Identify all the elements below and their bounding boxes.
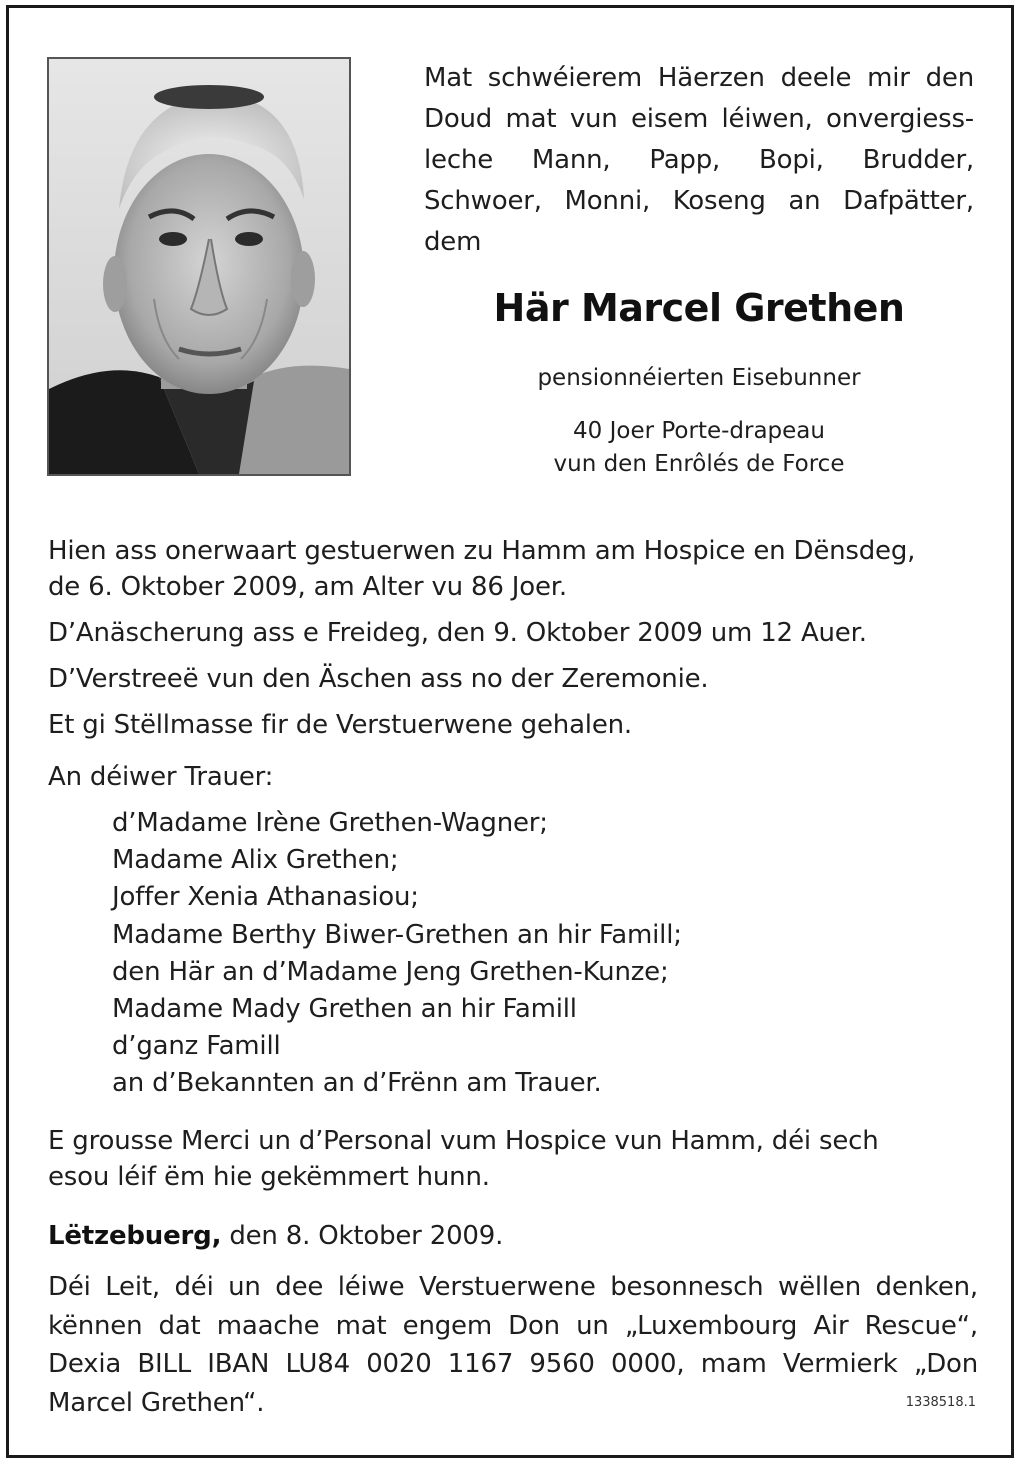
mourners-list: [112, 805, 972, 1103]
notice-date: den 8. Oktober 2009.: [221, 1221, 504, 1251]
donation-line: kënnen dat maache mat engem Don un „Luxembourg Air Rescue“,: [48, 1310, 978, 1341]
portrait-photo: [47, 57, 351, 476]
deceased-name: Här Marcel Grethen: [493, 286, 905, 330]
mourner-item: an d’Bekannten an d’Frënn am Trauer.: [112, 1068, 602, 1099]
intro-line: leche Mann, Papp, Bopi, Brudder,: [424, 145, 974, 175]
porte-drapeau-line: vun den Enrôlés de Force: [553, 451, 845, 477]
thanks-line: esou léif ëm hie gekëmmert hunn.: [48, 1162, 490, 1192]
porte-drapeau-line: 40 Joer Porte-drapeau: [573, 418, 825, 444]
silent-mass-notice: Et gi Stëllmasse fir de Verstuerwene gehalen.: [48, 710, 632, 740]
mourner-item: den Här an d’Madame Jeng Grethen-Kunze;: [112, 956, 669, 987]
profession: pensionnéierten Eisebunner: [537, 365, 861, 391]
mourner-item: Madame Alix Grethen;: [112, 845, 399, 876]
place-name: Lëtzebuerg,: [48, 1221, 222, 1251]
cremation-notice: D’Anäscherung ass e Freideg, den 9. Oktober 2009 um 12 Auer.: [48, 618, 867, 648]
porte-drapeau: [424, 415, 974, 481]
reference-number: 1338518.1: [905, 1395, 976, 1410]
intro-line: Schwoer, Monni, Koseng an Dafpätter,: [424, 186, 974, 216]
mourner-item: Madame Mady Grethen an hir Famill: [112, 994, 577, 1025]
place-date: [48, 1218, 978, 1254]
thanks-line: E grousse Merci un d’Personal vum Hospice vun Hamm, déi sech: [48, 1126, 879, 1156]
mourner-item: Joffer Xenia Athanasiou;: [112, 882, 419, 913]
intro-paragraph: [424, 58, 974, 263]
death-notice-line: de 6. Oktober 2009, am Alter vu 86 Joer.: [48, 572, 567, 602]
mourner-item: d’ganz Famill: [112, 1031, 281, 1062]
death-notice: [48, 533, 978, 605]
intro-line: Doud mat vun eisem léiwen, onvergiess-: [424, 104, 974, 134]
mourner-item: Madame Berthy Biwer-Grethen an hir Famill;: [112, 919, 682, 950]
death-notice-line: Hien ass onerwaart gestuerwen zu Hamm am Hospice en Dënsdeg,: [48, 536, 916, 566]
thanks-paragraph: [48, 1123, 978, 1195]
portrait-icon: [49, 59, 349, 474]
mourning-heading: An déiwer Trauer:: [48, 762, 274, 792]
intro-line: Mat schwéierem Häerzen deele mir den: [424, 63, 974, 93]
intro-line: dem: [424, 227, 482, 257]
mourner-item: d’Madame Irène Grethen-Wagner;: [112, 808, 548, 838]
donation-line: Marcel Grethen“.: [48, 1387, 265, 1418]
scattering-notice: D’Verstreeë vun den Äschen ass no der Zeremonie.: [48, 664, 709, 694]
donation-line: Déi Leit, déi un dee léiwe Verstuerwene besonnesch wëllen denken,: [48, 1272, 978, 1302]
donation-paragraph: [48, 1268, 978, 1422]
donation-line: Dexia BILL IBAN LU84 0020 1167 9560 0000, mam Vermierk „Don: [48, 1349, 978, 1379]
